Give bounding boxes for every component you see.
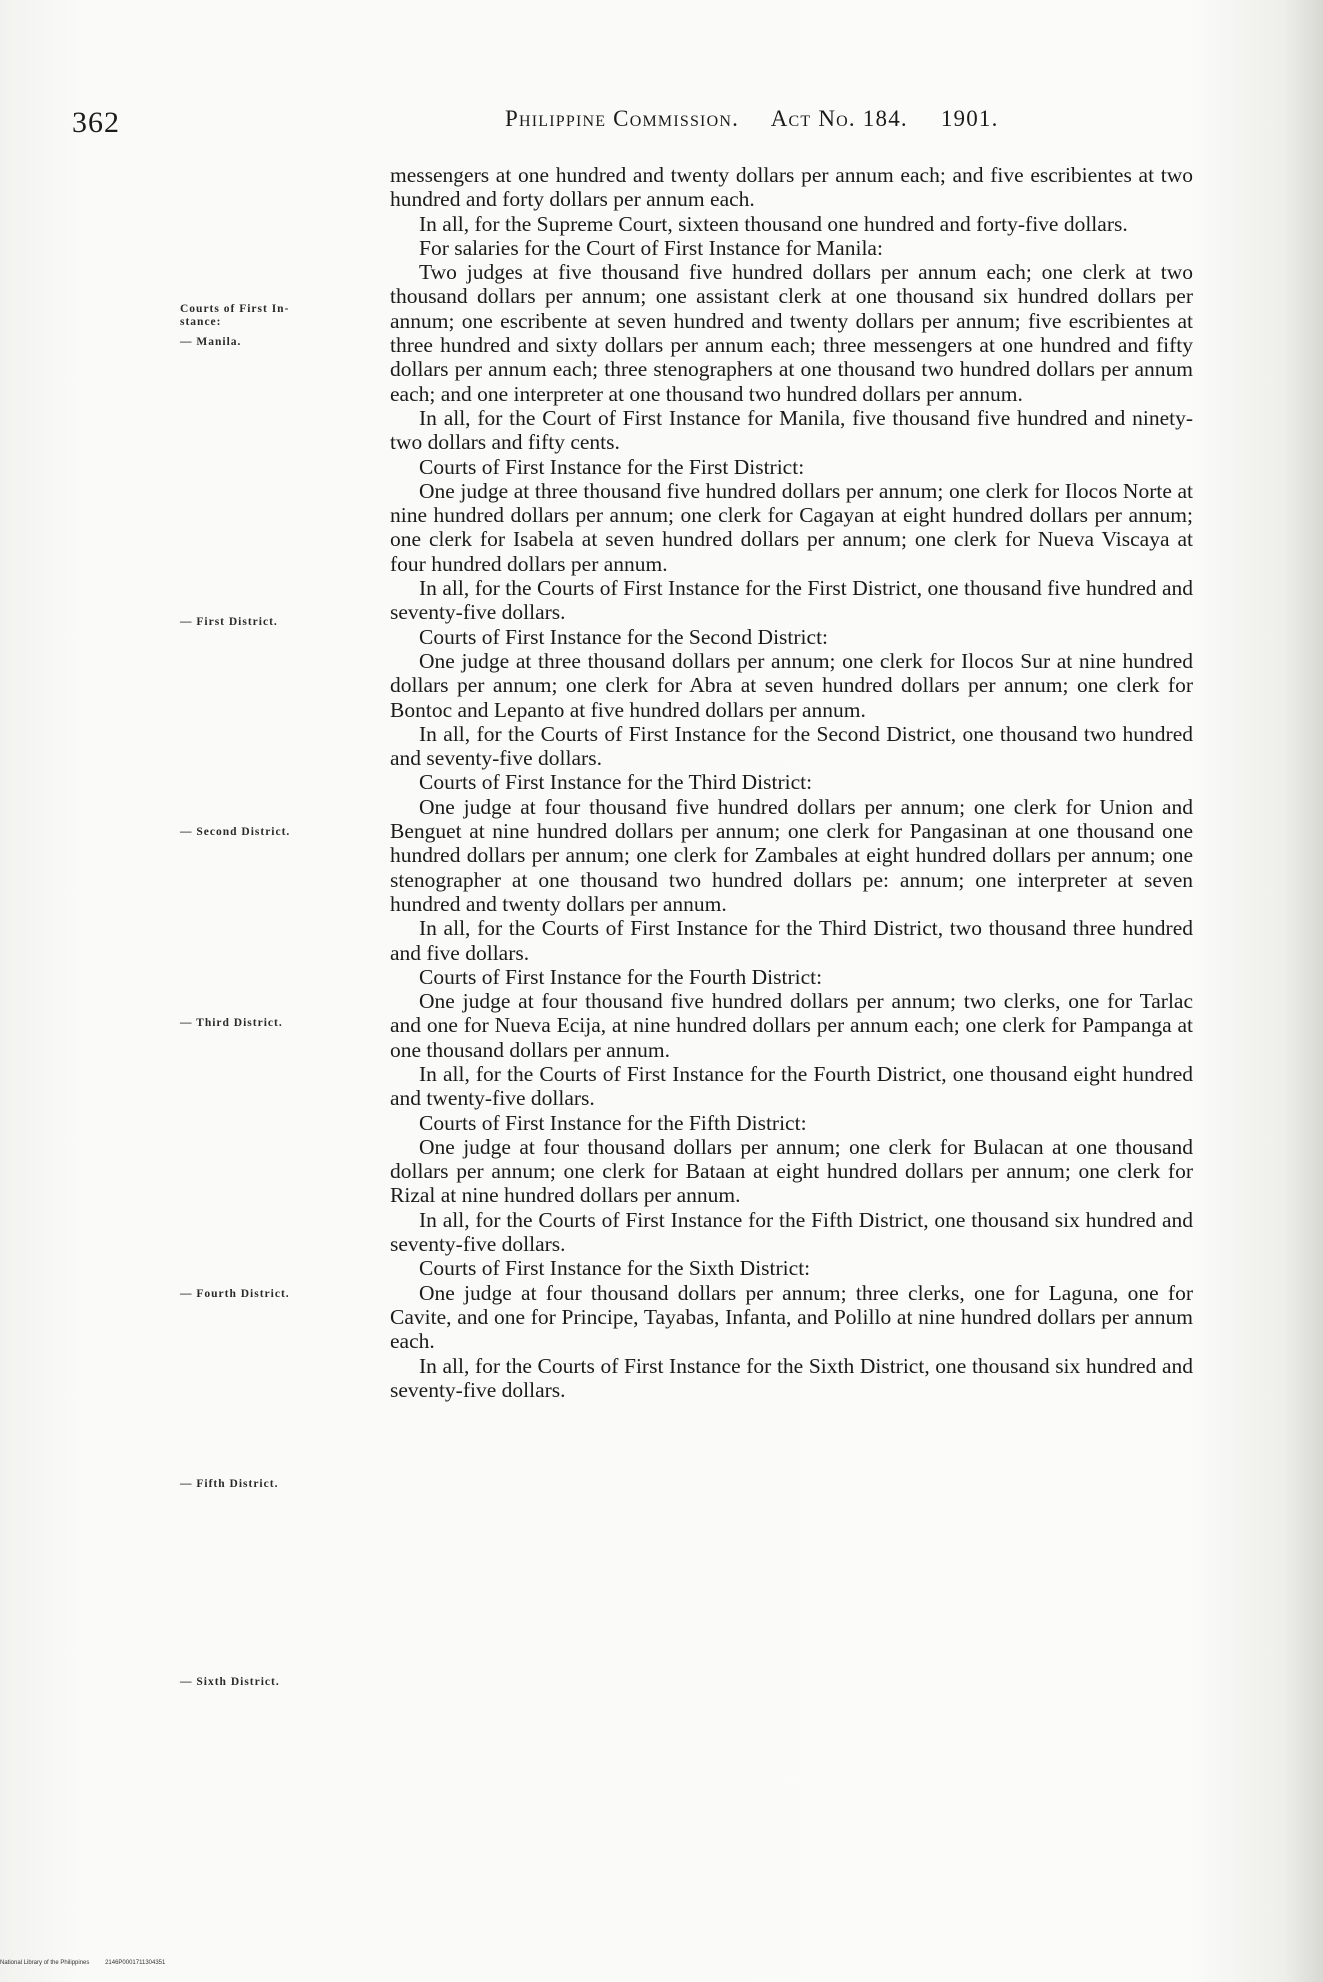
margin-note-third-district: — Third District. <box>180 1017 283 1029</box>
margin-note-fourth-district: — Fourth District. <box>180 1288 290 1300</box>
paragraph: Courts of First Instance for the Fifth District: <box>419 1110 807 1135</box>
margin-note-second-district: — Second District. <box>180 826 291 838</box>
margin-note-manila: — Manila. <box>180 336 242 348</box>
paragraph: In all, for the Courts of First Instance for the Third District, two thousand three hundred and five dollars. <box>390 916 1193 965</box>
header-year: 1901. <box>940 106 999 131</box>
paragraph: In all, for the Courts of First Instance for the Sixth District, one thousand six hundred and seventy-five dollars. <box>390 1353 1193 1402</box>
scan-footer <box>0 1960 179 1966</box>
header-title: Philippine Commission. <box>505 106 740 131</box>
paragraph: Two judges at five thousand five hundred dollars per annum each; one clerk at two thousand dollars per annum; one assistant clerk at one thousand six hundred dollars per annum; one escribente at seven hundred and twenty dollars per annum; five escribientes at three hundred and sixty dollars per annum each; three messengers at one hundred and fifty dollars per annum each; three stenographers at one thousand two hundred dollars per annum each; and one interpreter at one thousand two hundred dollars per annum. <box>390 260 1193 406</box>
body-text <box>390 163 1193 1402</box>
paragraph: One judge at three thousand five hundred dollars per annum; one clerk for Ilocos Norte at nine hundred dollars per annum; one clerk for Cagayan at eight hundred dollars per annum; one clerk for Isabela at seven hundred dollars per annum; one clerk for Nueva Viscaya at four hundred dollars per annum. <box>390 478 1193 576</box>
paragraph: In all, for the Courts of First Instance for the First District, one thousand five hundred and seventy-five dollars. <box>390 576 1193 625</box>
paragraph: One judge at four thousand five hundred dollars per annum; two clerks, one for Tarlac and one for Nueva Ecija, at nine hundred dollars per annum each; one clerk for Pampanga at one thousand dollars per annum. <box>390 989 1193 1062</box>
paragraph: One judge at four thousand dollars per annum; one clerk for Bulacan at one thousand dollars per annum; one clerk for Bataan at eight hundred dollars per annum; one clerk for Rizal at nine hundred dollars per annum. <box>390 1134 1193 1208</box>
paragraph: Courts of First Instance for the First District: <box>419 454 805 479</box>
paragraph: Courts of First Instance for the Sixth District: <box>419 1256 811 1281</box>
page-number: 362 <box>72 106 120 139</box>
footer-library: National Library of the Philippines <box>0 1960 90 1966</box>
paragraph: In all, for the Courts of First Instance for the Fifth District, one thousand six hundred and seventy-five dollars. <box>390 1207 1193 1257</box>
paragraph: For salaries for the Court of First Instance for Manila: <box>419 235 883 260</box>
margin-note-fifth-district: — Fifth District. <box>180 1478 279 1490</box>
paragraph: Courts of First Instance for the Fourth District: <box>419 964 823 989</box>
paragraph: messengers at one hundred and twenty dollars per annum each; and five escribientes at two hundred and forty dollars per annum each. <box>390 163 1193 212</box>
paragraph: In all, for the Courts of First Instance for the Fourth District, one thousand eight hundred and twenty-five dollars. <box>390 1061 1193 1111</box>
paragraph: One judge at three thousand dollars per annum; one clerk for Ilocos Sur at nine hundred dollars per annum; one clerk for Abra at seven hundred dollars per annum; one clerk for Bontoc and Lepanto at five hundred dollars per annum. <box>390 648 1193 722</box>
paragraph: Courts of First Instance for the Third District: <box>419 770 813 795</box>
paragraph: One judge at four thousand dollars per annum; three clerks, one for Laguna, one for Cavite, and one for Principe, Tayabas, Infanta, and Polillo at nine hundred dollars per annum each. <box>390 1280 1193 1354</box>
paragraph: In all, for the Supreme Court, sixteen thousand one hundred and forty-five dollars. <box>419 211 1128 236</box>
paragraph: In all, for the Court of First Instance for Manila, five thousand five hundred and ninety-two dollars and fifty cents. <box>390 405 1193 455</box>
running-header <box>505 106 999 132</box>
header-act: Act No. 184. <box>770 106 908 131</box>
paragraph: One judge at four thousand five hundred dollars per annum; one clerk for Union and Benguet at nine hundred dollars per annum; one clerk for Pangasinan at one thousand one hundred dollars per annum; one clerk for Zambales at eight hundred dollars per annum; one stenographer at one thousand two hundred dollars pe: annum; one interpreter at seven hundred and twenty dollars per annum. <box>390 794 1193 916</box>
footer-code: 2146P0001711304351 <box>105 1960 166 1966</box>
margin-note-first-district: — First District. <box>180 616 278 628</box>
margin-note-courts-first-instance: Courts of First In- stance: <box>180 303 290 328</box>
paragraph: In all, for the Courts of First Instance for the Second District, one thousand two hundred and seventy-five dollars. <box>390 721 1193 771</box>
paragraph: Courts of First Instance for the Second District: <box>419 624 829 649</box>
margin-note-sixth-district: — Sixth District. <box>180 1676 280 1688</box>
